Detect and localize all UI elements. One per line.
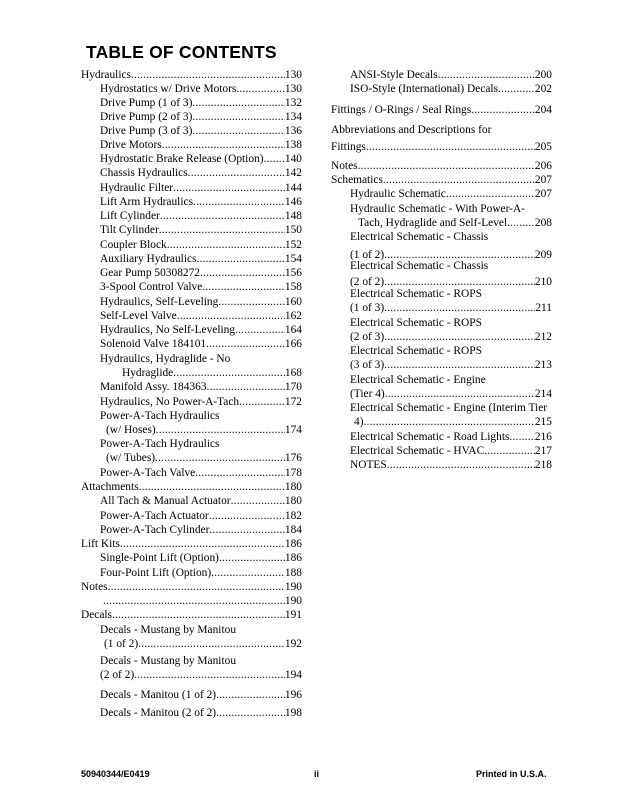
toc-entry-title: Hydraulic Filter [100,182,174,194]
toc-entry-title: (2 of 2) [100,669,135,681]
toc-entry-title: Drive Pump (3 of 3) [100,125,193,137]
toc-page-number: 154 [284,253,302,265]
toc-entry-title: (1 of 2) [104,638,139,650]
toc-entry-title: (2 of 3) [350,331,385,343]
dot-leader [209,523,285,537]
toc-page-number: 188 [284,567,302,579]
toc-page-number: 152 [284,239,302,251]
dot-leader [211,566,285,580]
page-title: TABLE OF CONTENTS [86,42,277,62]
toc-entry-title: Decals - Mustang by Manitou [100,655,237,667]
toc-page-number: 182 [284,510,302,522]
dot-leader [202,280,285,294]
toc-page-number: 142 [284,167,302,179]
toc-page-number: 158 [284,281,302,293]
toc-entry-title: Electrical Schematic - Engine [350,374,486,386]
dot-leader [387,458,535,472]
toc-page-number: 176 [284,452,302,464]
toc-page-number: 186 [284,538,302,550]
toc-page-number: 212 [534,331,552,343]
toc-page-number: 140 [284,153,302,165]
dot-leader [167,238,285,252]
toc-page-number: 130 [284,69,302,81]
toc-entry-title: Chassis Hydraulics [100,167,188,179]
toc-entry-title: Schematics [331,174,383,186]
toc-entry-title: Decals - Manitou (2 of 2) [100,707,217,719]
toc-entry-title: Gear Pump 50308272 [100,267,200,279]
dot-leader [134,668,285,682]
toc-page-number: 190 [284,595,302,607]
dot-leader [192,110,285,124]
dot-leader [120,537,285,551]
dot-leader [131,68,285,82]
toc-entry-title: Single-Point Lift (Option) [100,552,219,564]
toc-page-number: 170 [284,381,302,393]
toc-entry-title: Hydraulics, No Power-A-Tach [100,396,240,408]
dot-leader [366,140,535,154]
toc-page-number: 136 [284,125,302,137]
dot-leader [173,181,285,195]
toc-page-number: 162 [284,310,302,322]
toc-entry-title: Decals - Manitou (1 of 2) [100,689,217,701]
dot-leader [207,380,285,394]
toc-entry-title: NOTES [350,459,387,471]
toc-entry-title: Power-A-Tach Hydraulics [100,410,220,422]
toc-entry-title: Drive Motors [100,139,162,151]
dot-leader [206,337,285,351]
dot-leader [139,480,285,494]
toc-page-number: 150 [284,224,302,236]
toc-entry-title: (3 of 3) [350,359,385,371]
toc-entry-title: Abbreviations and Descriptions for [331,124,492,136]
toc-entry-title: Electrical Schematic - Road Lights [350,431,510,443]
dot-leader [471,103,535,117]
toc-page-number: 207 [534,174,552,186]
toc-entry-title: Electrical Schematic - Engine (Interim Tier [350,402,548,414]
toc-page-number: 206 [534,160,552,172]
toc-entry-title: Hydraulics, Self-Leveling [100,296,219,308]
toc-entry-title: Hydraulics [81,69,131,81]
toc-entry-title: Hydraulic Schematic - With Power-A- [350,203,525,215]
dot-leader [364,415,535,429]
dot-leader [188,166,285,180]
toc-page-number: 180 [284,481,302,493]
toc-page-number: 178 [284,467,302,479]
toc-entry-title: (2 of 2) [350,276,385,288]
printed-in: Printed in U.S.A. [476,769,547,779]
dot-leader [384,330,535,344]
toc-page-number: 202 [534,83,552,95]
toc-entry-title: Notes [81,581,108,593]
dot-leader [196,252,284,266]
toc-entry-title: Hydrostatic Brake Release (Option) [100,153,264,165]
toc-entry-title: Coupler Block [100,239,167,251]
toc-page-number: 209 [534,249,552,261]
toc-page-number: 192 [284,638,302,650]
document-number: 50940344/E0419 [81,769,150,779]
toc-entry-title: Self-Level Valve [100,310,177,322]
toc-page-number: 217 [534,445,552,457]
dot-leader [446,187,535,201]
toc-page-number: 160 [284,296,302,308]
toc-entry-title: Electrical Schematic - Chassis [350,231,489,243]
toc-page-number: 144 [284,182,302,194]
toc-page-number: 214 [534,388,552,400]
toc-entry-title: Attachments [81,481,139,493]
dot-leader [162,138,285,152]
toc-entry-title: Tach, Hydraglide and Self-Level [358,217,508,229]
dot-leader [239,395,285,409]
toc-entry-title: Electrical Schematic - ROPS [350,317,482,329]
dot-leader [192,96,285,110]
toc-entry-title: 4) [354,416,364,428]
dot-leader [155,451,285,465]
toc-page-number: 213 [534,359,552,371]
toc-page-number: 218 [534,459,552,471]
toc-page-number: 190 [284,581,302,593]
toc-entry-title: Lift Cylinder [100,210,160,222]
page-number: ii [314,769,320,779]
toc-entry-title: Electrical Schematic - HVAC [350,445,485,457]
toc-entry-title: Hydraulics, No Self-Leveling [100,324,236,336]
toc-entry-title: Solenoid Valve 184101 [100,338,207,350]
dot-leader [138,637,285,651]
dot-leader [384,301,535,315]
dot-leader [231,494,285,508]
dot-leader [384,358,535,372]
toc-entry-title: Electrical Schematic - ROPS [350,345,482,357]
toc-page-number: 204 [534,104,552,116]
dot-leader [498,82,535,96]
toc-page-number: 166 [284,338,302,350]
toc-page-number: 211 [535,302,552,314]
toc-entry-title: Lift Kits [81,538,120,550]
toc-page-number: 207 [534,188,552,200]
toc-entry-title: (1 of 3) [350,302,385,314]
toc-page-number: 216 [534,431,552,443]
toc-entry-title: Tilt Cylinder [100,224,159,236]
toc-page-number: 174 [284,424,302,436]
dot-leader [216,688,285,702]
dot-leader [438,68,535,82]
dot-leader [173,366,285,380]
toc-entry-title: Electrical Schematic - Chassis [350,260,489,272]
toc-entry-title: Auxiliary Hydraulics [100,253,197,265]
toc-page-number: 208 [534,217,552,229]
toc-entry-title: Hydraulic Schematic [350,188,446,200]
dot-leader [385,387,535,401]
toc-entry-title: Drive Pump (1 of 3) [100,97,193,109]
toc-page-number: 198 [284,707,302,719]
toc-entry-title: ISO-Style (International) Decals [350,83,499,95]
toc-page-number: 180 [284,495,302,507]
toc-entry-title: (w/ Hoses) [106,424,156,436]
toc-entry-title: Power-A-Tach Actuator [100,510,209,522]
dot-leader [159,223,285,237]
dot-leader [235,323,285,337]
toc-page-number: 194 [284,669,302,681]
dot-leader [192,124,285,138]
dot-leader [358,159,535,173]
toc-entry-title: Hydrostatics w/ Drive Motors [100,83,237,95]
toc-page-number: 215 [534,416,552,428]
toc-entry-title: 3-Spool Control Valve [100,281,203,293]
toc-entry-title: Four-Point Lift (Option) [100,567,212,579]
toc-page-number: 146 [284,196,302,208]
toc-entry-title: Hydraulics, Hydraglide - No [100,353,231,365]
toc-page-number: 196 [284,689,302,701]
dot-leader [195,466,285,480]
dot-leader [383,173,535,187]
dot-leader [507,216,535,230]
toc-entry-title: Notes [331,160,358,172]
toc-entry-title: Fittings [331,141,366,153]
toc-entry-title: ANSI-Style Decals [350,69,438,81]
toc-entry-title: (w/ Tubes) [106,452,156,464]
dot-leader [108,580,285,594]
toc-entry-title: Drive Pump (2 of 3) [100,111,193,123]
dot-leader [484,444,535,458]
dot-leader [193,195,285,209]
toc-entry-title: Manifold Assy. 184363 [100,381,207,393]
toc-page-number: 138 [284,139,302,151]
toc-entry-title: (Tier 4) [350,388,385,400]
toc-page-number: 148 [284,210,302,222]
toc-page-number: 164 [284,324,302,336]
toc-entry-title: Power-A-Tach Valve [100,467,196,479]
toc-page-number: 210 [534,276,552,288]
dot-leader [218,295,285,309]
toc-page-number: 130 [284,83,302,95]
toc-page-number: 186 [284,552,302,564]
toc-entry-title: Electrical Schematic - ROPS [350,288,482,300]
dot-leader [219,551,285,565]
toc-entry-title: Decals - Mustang by Manitou [100,624,237,636]
toc-entry-title: (1 of 2) [350,249,385,261]
toc-entry-title: Power-A-Tach Hydraulics [100,438,220,450]
toc-page-number: 172 [284,396,302,408]
dot-leader [509,430,534,444]
toc-entry-title: Decals [81,609,112,621]
dot-leader [200,266,285,280]
toc-page-number: 200 [534,69,552,81]
dot-leader [160,209,285,223]
toc-entry-title: Lift Arm Hydraulics [100,196,194,208]
dot-leader [209,509,285,523]
toc-entry-title: Hydraglide [122,367,174,379]
toc-page-number: 132 [284,97,302,109]
toc-page-number: 205 [534,141,552,153]
toc-entry-title: Fittings / O-Rings / Seal Rings [331,104,472,116]
toc-page-number: 134 [284,111,302,123]
dot-leader [264,152,285,166]
dot-leader [103,594,285,608]
dot-leader [112,608,285,622]
toc-entry-title: All Tach & Manual Actuator [100,495,231,507]
dot-leader [156,423,285,437]
toc-page-number: 156 [284,267,302,279]
dot-leader [216,706,285,720]
toc-page-number: 168 [284,367,302,379]
toc-page-number: 184 [284,524,302,536]
dot-leader [236,82,285,96]
dot-leader [177,309,285,323]
toc-entry-title: Power-A-Tach Cylinder [100,524,210,536]
toc-page-number: 191 [284,609,302,621]
